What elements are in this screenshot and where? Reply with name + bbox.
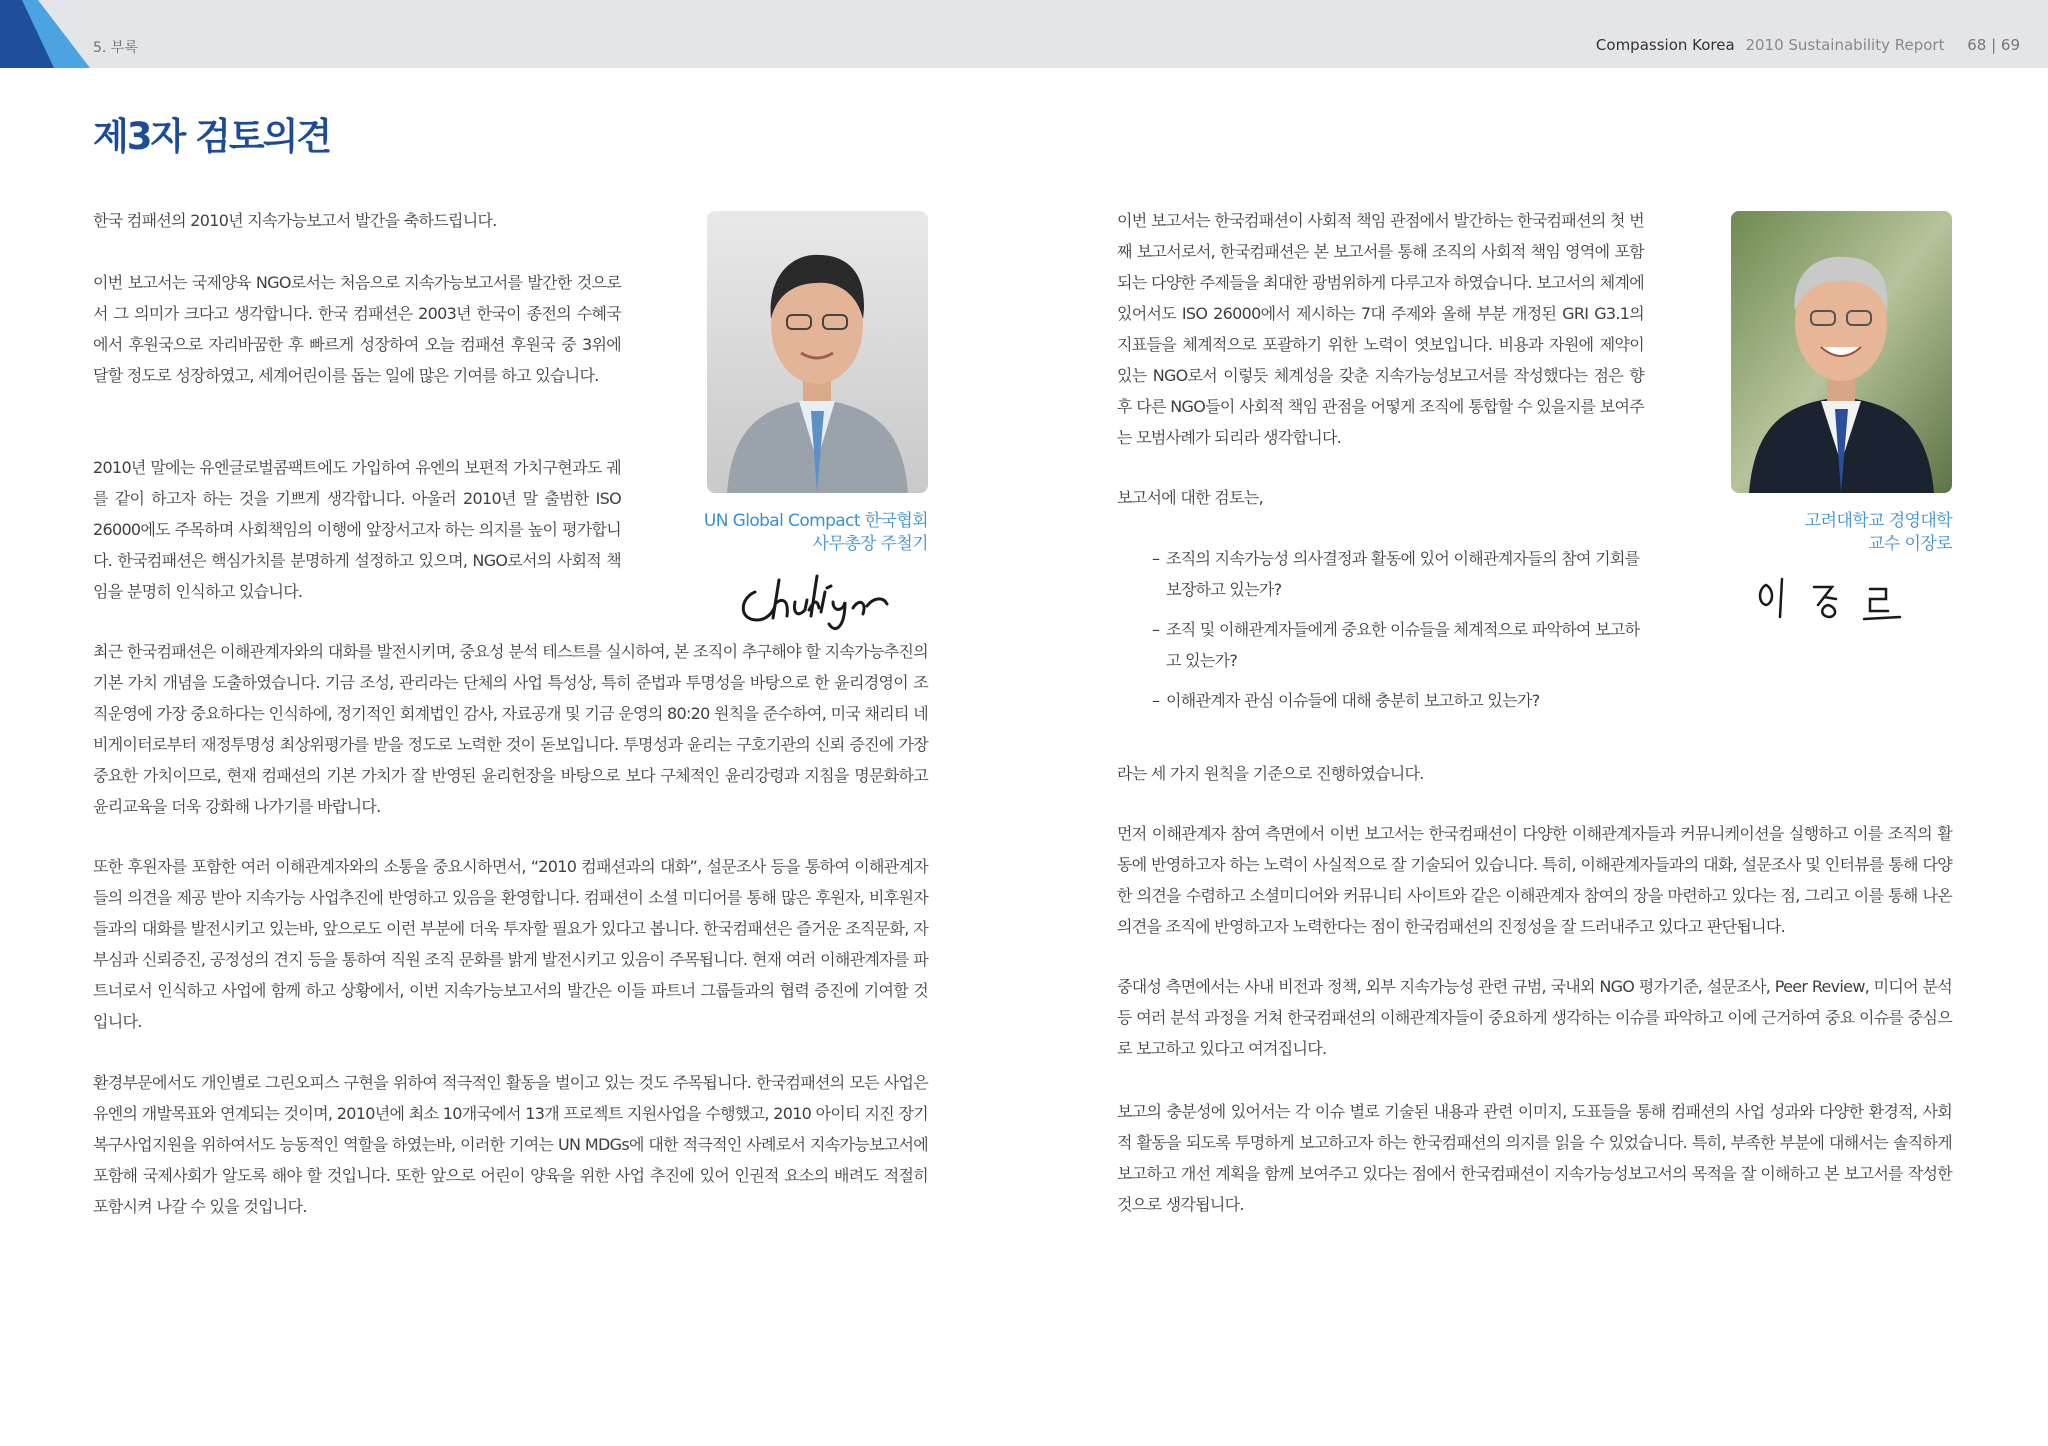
report-name: 2010 Sustainability Report <box>1745 36 1945 54</box>
criteria-item-2: – 조직 및 이해관계자들에게 중요한 이슈들을 체계적으로 파악하여 보고하고 있는가? <box>1152 614 1646 676</box>
org-name: Compassion Korea <box>1595 36 1735 54</box>
page-numbers: 68 | 69 <box>1967 36 2020 54</box>
review-criteria-list <box>1152 543 1646 725</box>
right-paragraph-2: 보고서에 대한 검토는, <box>1117 488 1263 507</box>
portrait-icon <box>1731 211 1952 493</box>
caption-right <box>1724 510 1952 556</box>
caption-left-name: 사무총장 주철기 <box>812 534 928 554</box>
left-paragraph-4: 최근 한국컴패션은 이해관계자와의 대화를 발전시키며, 중요성 분석 테스트를 실시하여, 본 조직이 추구해야 할 지속가능추진의 기본 가치 개념을 도출하였습니다. 기금 조성, 관리라는 단체의 사업 특성상, 특히 준법과 투명성을 바탕으로 한 윤리경영이 조직운영에 가장 중요하다는 인식하에, 정기적인 회계법인 감사, 자료공개 및 기금 운영의 80:20 원칙을 준수하여, 미국 채리티 네비게이터로부터 재정투명성 최상위평가를 받을 정도로 노력한 것이 돋보입니다. 투명성과 윤리는 구호기관의 신뢰 증진에 가장 중요한 가치이므로, 현재 컴패션의 기본 가치가 잘 반영된 윤리헌장을 바탕으로 보다 구체적인 윤리강령과 지침을 명문화하고 윤리교육을 더욱 강화해 나가기를 바랍니다. <box>93 642 928 816</box>
caption-right-name: 교수 이장로 <box>1868 534 1952 554</box>
report-info <box>1596 36 2020 54</box>
caption-left <box>700 510 928 556</box>
right-paragraph-5: 중대성 측면에서는 사내 비전과 정책, 외부 지속가능성 관련 규범, 국내외 NGO 평가기준, 설문조사, Peer Review, 미디어 분석 등 여러 분석 과정을 거쳐 한국컴패션의 이해관계자들이 중요하게 생각하는 이슈를 파악하고 이에 근거하여 중요 이슈를 중심으로 보고하고 있다고 여겨집니다. <box>1117 977 1952 1058</box>
caption-right-org: 고려대학교 경영대학 <box>1804 511 1952 531</box>
signature-right-icon <box>1752 575 1932 625</box>
portrait-photo-right <box>1731 211 1952 493</box>
page-header <box>0 0 2048 68</box>
corner-accent-icon <box>0 0 90 68</box>
left-paragraph-6: 환경부문에서도 개인별로 그린오피스 구현을 위하여 적극적인 활동을 벌이고 있는 것도 주목됩니다. 한국컴패션의 모든 사업은 유엔의 개발목표와 연계되는 것이며, 2010년에 최소 10개국에서 13개 프로젝트 지원사업을 수행했고, 2010 아이티 지진 장기복구사업지원을 위하여서도 능동적인 역할을 하였는바, 이러한 기여는 UN MDGs에 대한 적극적인 사례로서 지속가능보고서에 포함해 국제사회가 알도록 해야 할 것입니다. 또한 앞으로 어린이 양육을 위한 사업 추진에 있어 인권적 요소의 배려도 적절히 포함시켜 나갈 수 있을 것입니다. <box>93 1073 928 1216</box>
portrait-photo-left <box>707 211 928 493</box>
left-paragraph-2: 이번 보고서는 국제양육 NGO로서는 처음으로 지속가능보고서를 발간한 것으로서 그 의미가 크다고 생각합니다. 한국 컴패션은 2003년 한국이 종전의 수혜국에서 후원국으로 자리바꿈한 후 빠르게 성장하여 오늘 컴패션 후원국 중 3위에 달할 정도로 성장하였고, 세계어린이를 돕는 일에 많은 기여를 하고 있습니다. <box>93 273 621 385</box>
signature-left-icon <box>735 572 915 634</box>
right-paragraph-3: 라는 세 가지 원칙을 기준으로 진행하였습니다. <box>1117 764 1424 783</box>
section-label: 5. 부록 <box>93 40 138 56</box>
page-title: 제3자 검토의견 <box>93 115 331 158</box>
left-paragraph-5: 또한 후원자를 포함한 여러 이해관계자와의 소통을 중요시하면서, “2010 컴패션과의 대화”, 설문조사 등을 통하여 이해관계자들의 의견을 제공 받아 지속가능 사업추진에 반영하고 있음을 환영합니다. 컴패션이 소셜 미디어를 통해 많은 후원자, 비후원자들과의 대화를 발전시키고 있는바, 앞으로도 이런 부분에 더욱 투자할 필요가 있다고 봅니다. 한국컴패션은 즐거운 조직문화, 자부심과 신뢰증진, 공정성의 견지 등을 통하여 직원 조직 문화를 밝게 발전시키고 있음이 주목됩니다. 현재 여러 이해관계자를 파트너로서 인식하고 사업에 함께 하고 상황에서, 이번 지속가능보고서의 발간은 이들 파트너 그룹들과의 협력 증진에 기여할 것입니다. <box>93 857 928 1031</box>
left-paragraph-3: 2010년 말에는 유엔글로벌콤팩트에도 가입하여 유엔의 보편적 가치구현과도 궤를 같이 하고자 하는 것을 기쁘게 생각합니다. 아울러 2010년 말 출범한 ISO 26000에도 주목하며 사회책임의 이행에 앞장서고자 하는 의지를 높이 평가합니다. 한국컴패션은 핵심가치를 분명하게 설정하고 있으며, NGO로서의 사회적 책임을 분명히 인식하고 있습니다. <box>93 458 621 601</box>
criteria-item-3: – 이해관계자 관심 이슈들에 대해 충분히 보고하고 있는가? <box>1152 685 1646 716</box>
right-paragraph-6: 보고의 충분성에 있어서는 각 이슈 별로 기술된 내용과 관련 이미지, 도표들을 통해 컴패션의 사업 성과와 다양한 환경적, 사회적 활동을 되도록 투명하게 보고하고자 하는 한국컴패션의 의지를 읽을 수 있었습니다. 특히, 부족한 부분에 대해서는 솔직하게 보고하고 개선 계획을 함께 보여주고 있다는 점에서 한국컴패션이 지속가능성보고서의 목적을 잘 이해하고 본 보고서를 작성한 것으로 생각됩니다. <box>1117 1102 1952 1214</box>
portrait-icon <box>707 211 928 493</box>
right-paragraph-1: 이번 보고서는 한국컴패션이 사회적 책임 관점에서 발간하는 한국컴패션의 첫 번째 보고서로서, 한국컴패션은 본 보고서를 통해 조직의 사회적 책임 영역에 포함되는 다양한 주제들을 최대한 광범위하게 다루고자 하였습니다. 보고서의 체계에 있어서도 ISO 26000에서 제시하는 7대 주제와 올해 부분 개정된 GRI G3.1의 지표들을 체계적으로 포괄하기 위한 노력이 엿보입니다. 비용과 자원에 제약이 있는 NGO로서 이렇듯 체계성을 갖춘 지속가능성보고서를 작성했다는 점은 향후 다른 NGO들이 사회적 책임 관점을 어떻게 조직에 통합할 수 있을지를 보여주는 모범사례가 되리라 생각합니다. <box>1117 211 1644 447</box>
caption-left-org: UN Global Compact 한국협회 <box>703 511 928 531</box>
criteria-item-1: – 조직의 지속가능성 의사결정과 활동에 있어 이해관계자들의 참여 기회를 보장하고 있는가? <box>1152 543 1646 605</box>
right-paragraph-4: 먼저 이해관계자 참여 측면에서 이번 보고서는 한국컴패션이 다양한 이해관계자들과 커뮤니케이션을 실행하고 이를 조직의 활동에 반영하고자 하는 노력이 사실적으로 잘 기술되어 있습니다. 특히, 이해관계자들과의 대화, 설문조사 및 인터뷰를 통해 다양한 의견을 수렴하고 소셜미디어와 커뮤니티 사이트와 같은 이해관계자 참여의 장을 마련하고 있다는 점, 그리고 이를 통해 나온 의견을 조직에 반영하고자 노력한다는 점이 한국컴패션의 진정성을 잘 드러내주고 있다고 판단됩니다. <box>1117 824 1952 936</box>
left-paragraph-1: 한국 컴패션의 2010년 지속가능보고서 발간을 축하드립니다. <box>93 211 497 230</box>
